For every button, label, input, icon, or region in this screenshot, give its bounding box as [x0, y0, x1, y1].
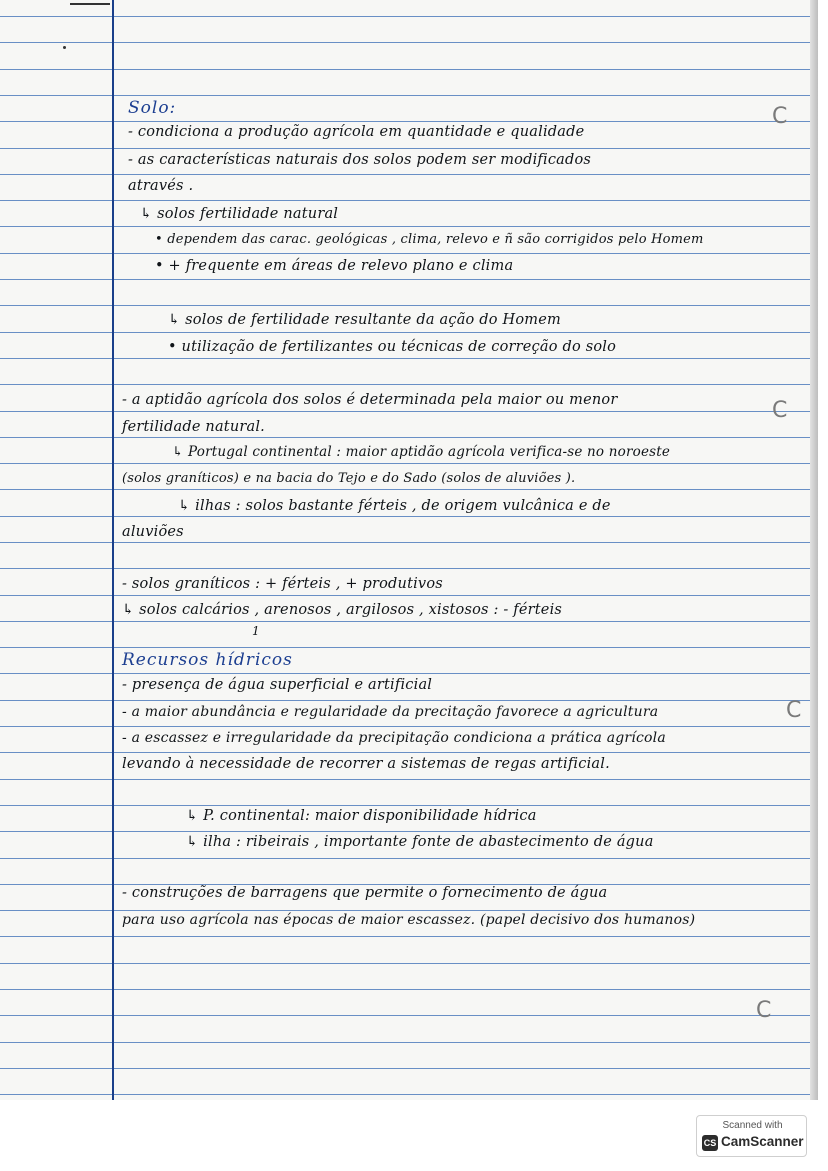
ruled-line — [0, 963, 818, 964]
ruled-line — [0, 253, 818, 254]
text-line: • utilização de fertilizantes ou técnicas de correção do solo — [168, 339, 617, 355]
stray-mark: 1 — [252, 624, 260, 638]
ruled-line — [0, 858, 818, 859]
text-line: ↳ solos calcários , arenosos , argilosos , xistosos : - férteis — [122, 602, 563, 618]
badge-brand: CamScanner — [721, 1134, 804, 1149]
ruled-line — [0, 95, 818, 96]
ruled-line — [0, 936, 818, 937]
margin-line — [112, 0, 114, 1100]
ruled-line — [0, 805, 818, 806]
text-line: - a aptidão agrícola dos solos é determinada pela maior ou menor — [122, 392, 618, 408]
ruled-line — [0, 384, 818, 385]
text-line: ↳ P. continental: maior disponibilidade hídrica — [186, 808, 537, 824]
text-line: • dependem das carac. geológicas , clima, relevo e ñ são corrigidos pelo Homem — [155, 232, 704, 247]
text-line: ↳ solos de fertilidade resultante da ação do Homem — [168, 312, 561, 328]
ruled-line — [0, 148, 818, 149]
ruled-line — [0, 121, 818, 122]
punch-hole-mark-icon: C — [786, 698, 802, 723]
heading-recursos-hidricos: Recursos hídricos — [122, 650, 293, 670]
text-line: ↳ ilhas : solos bastante férteis , de origem vulcânica e de — [178, 498, 611, 514]
ruled-line — [0, 174, 818, 175]
ruled-line — [0, 1042, 818, 1043]
text-line: levando à necessidade de recorrer a sistemas de regas artificial. — [122, 756, 610, 772]
text-line: - construções de barragens que permite o fornecimento de água — [122, 885, 608, 901]
ruled-line — [0, 1094, 818, 1095]
ruled-line — [0, 700, 818, 701]
page-edge-shadow — [810, 0, 818, 1100]
ruled-line — [0, 1015, 818, 1016]
text-line: ↳ ilha : ribeirais , importante fonte de abastecimento de água — [186, 834, 654, 850]
text-line: ↳ solos fertilidade natural — [140, 206, 339, 222]
ruled-line — [0, 542, 818, 543]
ruled-line — [0, 989, 818, 990]
ruled-line — [0, 673, 818, 674]
ruled-line — [0, 42, 818, 43]
ruled-line — [0, 489, 818, 490]
ruled-line — [0, 305, 818, 306]
ruled-line — [0, 595, 818, 596]
punch-hole-mark-icon: C — [772, 398, 788, 423]
ruled-line — [0, 200, 818, 201]
punch-hole-mark-icon: C — [756, 998, 772, 1023]
badge-caption: Scanned with — [722, 1120, 783, 1131]
ruled-line — [0, 831, 818, 832]
ruled-line — [0, 411, 818, 412]
ruled-line — [0, 516, 818, 517]
text-line: - condiciona a produção agrícola em quantidade e qualidade — [128, 124, 585, 140]
text-line: - solos graníticos : + férteis , + produtivos — [122, 576, 443, 592]
text-line: - a maior abundância e regularidade da precitação favorece a agricultura — [122, 704, 659, 720]
ruled-line — [0, 437, 818, 438]
ruled-line — [0, 1068, 818, 1069]
text-line: aluviões — [122, 524, 184, 540]
camscanner-logo-icon: CS — [702, 1135, 718, 1151]
text-line: • + frequente em áreas de relevo plano e clima — [155, 258, 514, 274]
ruled-line — [0, 332, 818, 333]
ruled-line — [0, 358, 818, 359]
ruled-line — [0, 752, 818, 753]
ruled-line — [0, 647, 818, 648]
ink-dot — [63, 46, 66, 49]
camscanner-badge — [696, 1115, 807, 1157]
text-line: - as características naturais dos solos podem ser modificados — [128, 152, 592, 168]
text-line: fertilidade natural. — [122, 419, 265, 435]
ruled-line — [0, 568, 818, 569]
ruled-line — [0, 69, 818, 70]
text-line: - a escassez e irregularidade da precipitação condiciona a prática agrícola — [122, 730, 666, 746]
text-line: para uso agrícola nas épocas de maior escassez. (papel decisivo dos humanos) — [122, 912, 696, 928]
punch-hole-mark-icon: C — [772, 104, 788, 129]
text-line: ↳ Portugal continental : maior aptidão agrícola verifica-se no noroeste — [172, 444, 671, 460]
ruled-line — [0, 726, 818, 727]
ruled-line — [0, 910, 818, 911]
text-line: - presença de água superficial e artificial — [122, 677, 433, 693]
ruled-line — [0, 279, 818, 280]
ruled-line — [0, 16, 818, 17]
text-line: através . — [128, 178, 194, 194]
heading-solo: Solo: — [128, 98, 177, 118]
ruled-line — [0, 621, 818, 622]
ink-stroke — [70, 3, 110, 5]
ruled-line — [0, 226, 818, 227]
ruled-line — [0, 463, 818, 464]
ruled-line — [0, 779, 818, 780]
text-line: (solos graníticos) e na bacia do Tejo e do Sado (solos de aluviões ). — [122, 471, 576, 486]
